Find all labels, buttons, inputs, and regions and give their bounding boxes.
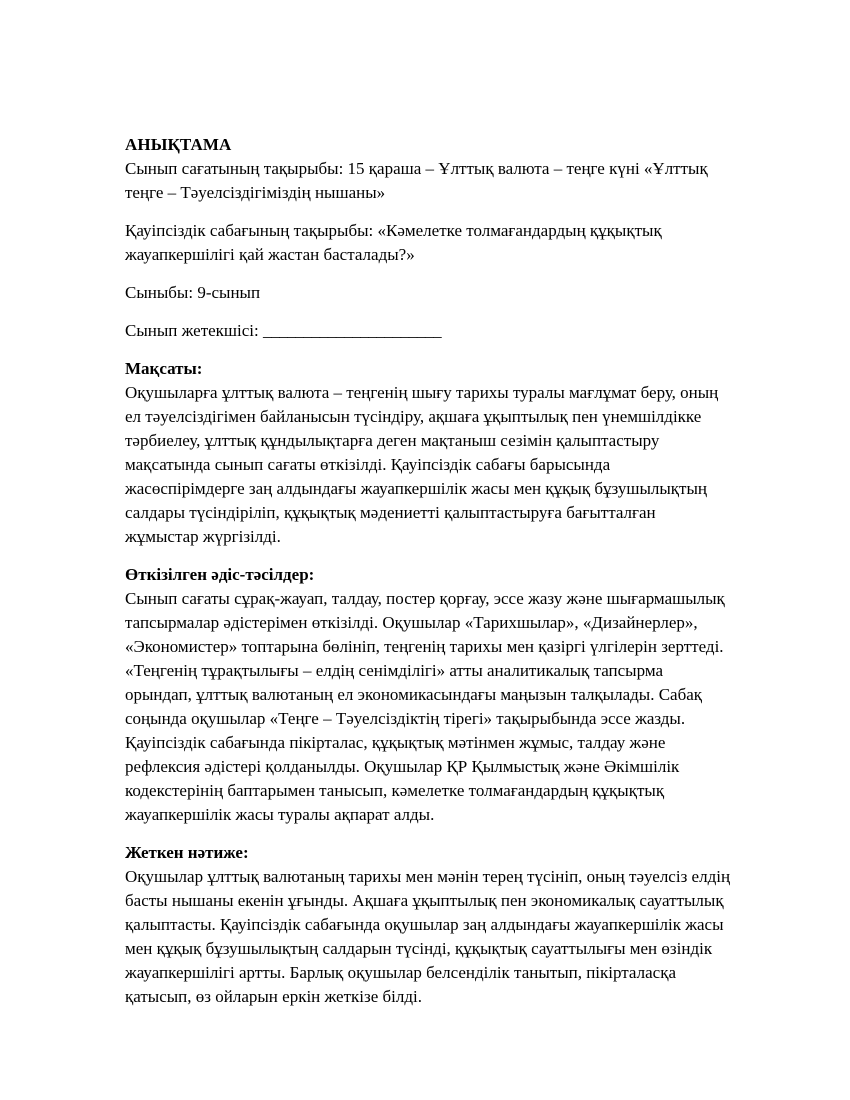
section-methods	[125, 563, 732, 827]
class-teacher-field	[125, 319, 732, 343]
section-results-heading: Жеткен нәтиже:	[125, 843, 249, 862]
document-content	[125, 133, 732, 1009]
section-results	[125, 841, 732, 1009]
class-teacher-label: Сынып жетекшісі:	[125, 321, 263, 340]
section-goal	[125, 357, 732, 549]
class-teacher-blank-line: ______________________	[262, 321, 442, 340]
section-methods-heading: Өткізілген әдіс-тәсілдер:	[125, 565, 315, 584]
section-goal-body: Оқушыларға ұлттық валюта – теңгенің шығу тарихы туралы мағлұмат беру, оның ел тәуелсіздігімен байланысын түсіндіру, ақшаға ұқыптылық пен үнемшілдікке тәрбиелеу, ұлттық құндылықтарға деген мақтаныш сезімін қалыптастыру мақсатында сынып сағаты өткізілді. Қауіпсіздік сабағы барысында жасөспірімдерге заң алдындағы жауапкершілік жасы мен құқық бұзушылықтың салдары түсіндіріліп, құқықтық мәдениетті қалыптастыруға бағытталған жұмыстар жүргізілді.	[125, 383, 719, 546]
section-goal-heading: Мақсаты:	[125, 359, 203, 378]
section-methods-body: Сынып сағаты сұрақ-жауап, талдау, постер қорғау, эссе жазу және шығармашылық тапсырмалар әдістерімен өткізілді. Оқушылар «Тарихшылар», «Дизайнерлер», «Экономистер» топтарына бөлініп, теңгенің тарихы мен қазіргі үлгілерін зерттеді. «Теңгенің тұрақтылығы – елдің сенімділігі» атты аналитикалық тапсырма орындап, ұлттық валютаның ел экономикасындағы маңызын талқылады. Сабақ соңында оқушылар «Теңге – Тәуелсіздіктің тірегі» тақырыбында эссе жазды. Қауіпсіздік сабағында пікірталас, құқықтық мәтінмен жұмыс, талдау және рефлексия әдістері қолданылды. Оқушылар ҚР Қылмыстық және Әкімшілік кодекстерінің баптарымен танысып, кәмелетке толмағандардың құқықтық жауапкершілік жасы туралы ақпарат алды.	[125, 589, 725, 824]
intro-paragraph-grade: Сыныбы: 9-сынып	[125, 283, 261, 302]
section-results-body: Оқушылар ұлттық валютаның тарихы мен мәнін терең түсініп, оның тәуелсіз елдің басты нышаны екенін ұғынды. Ақшаға ұқыптылық пен экономикалық сауаттылық қалыптасты. Қауіпсіздік сабағында оқушылар заң алдындағы жауапкершілік жасы мен құқық бұзушылықтың салдарын түсінді, құқықтық сауаттылығы мен өзіндік жауапкершілігі артты. Барлық оқушылар белсенділік танытып, пікірталасқа қатысып, өз ойларын еркін жеткізе білді.	[125, 867, 731, 1006]
document-title: АНЫҚТАМА	[125, 135, 232, 154]
intro-paragraph-class-hour-topic: Сынып сағатының тақырыбы: 15 қараша – Ұлттық валюта – теңге күні «Ұлттық теңге – Тәуелсіздігіміздің нышаны»	[125, 159, 708, 202]
intro-paragraph-safety-lesson-topic: Қауіпсіздік сабағының тақырыбы: «Кәмелетке толмағандардың құқықтық жауапкершілігі қай жастан басталады?»	[125, 221, 662, 264]
